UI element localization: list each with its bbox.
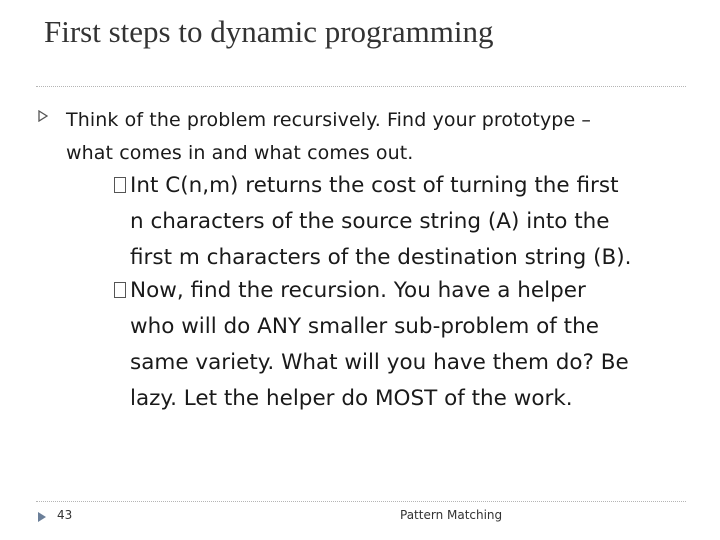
- title-divider: [36, 86, 686, 87]
- sub-bullet-1-line-3: first m characters of the destination string (B).: [130, 245, 632, 270]
- sub-bullet-1: [114, 168, 684, 276]
- sub-bullet-2-line-1: Now, find the recursion. You have a helper: [130, 278, 586, 303]
- square-bullet-icon: [114, 282, 126, 298]
- footer-title: Pattern Matching: [400, 508, 503, 522]
- main-bullet-text: [66, 104, 706, 170]
- bullet-arrow-icon: [38, 110, 48, 126]
- page-number: 43: [57, 508, 73, 522]
- sub-bullet-1-line-1: Int C(n,m) returns the cost of turning the first: [130, 173, 619, 198]
- sub-bullet-2-line-3: same variety. What will you have them do? Be: [130, 350, 629, 375]
- sub-bullet-2-line-2: who will do ANY smaller sub-problem of the: [130, 314, 599, 339]
- sub-bullet-2-line-4: lazy. Let the helper do MOST of the work.: [130, 386, 573, 411]
- main-bullet-line-2: what comes in and what comes out.: [66, 142, 414, 164]
- footer-divider: [36, 501, 686, 502]
- square-bullet-icon: [114, 177, 126, 193]
- sub-bullet-1-line-2: n characters of the source string (A) into the: [130, 209, 610, 234]
- main-bullet-line-1: Think of the problem recursively. Find your prototype –: [66, 109, 591, 131]
- footer-arrow-icon: [37, 508, 47, 527]
- slide-title: First steps to dynamic programming: [44, 14, 494, 49]
- sub-bullet-2: [114, 273, 684, 417]
